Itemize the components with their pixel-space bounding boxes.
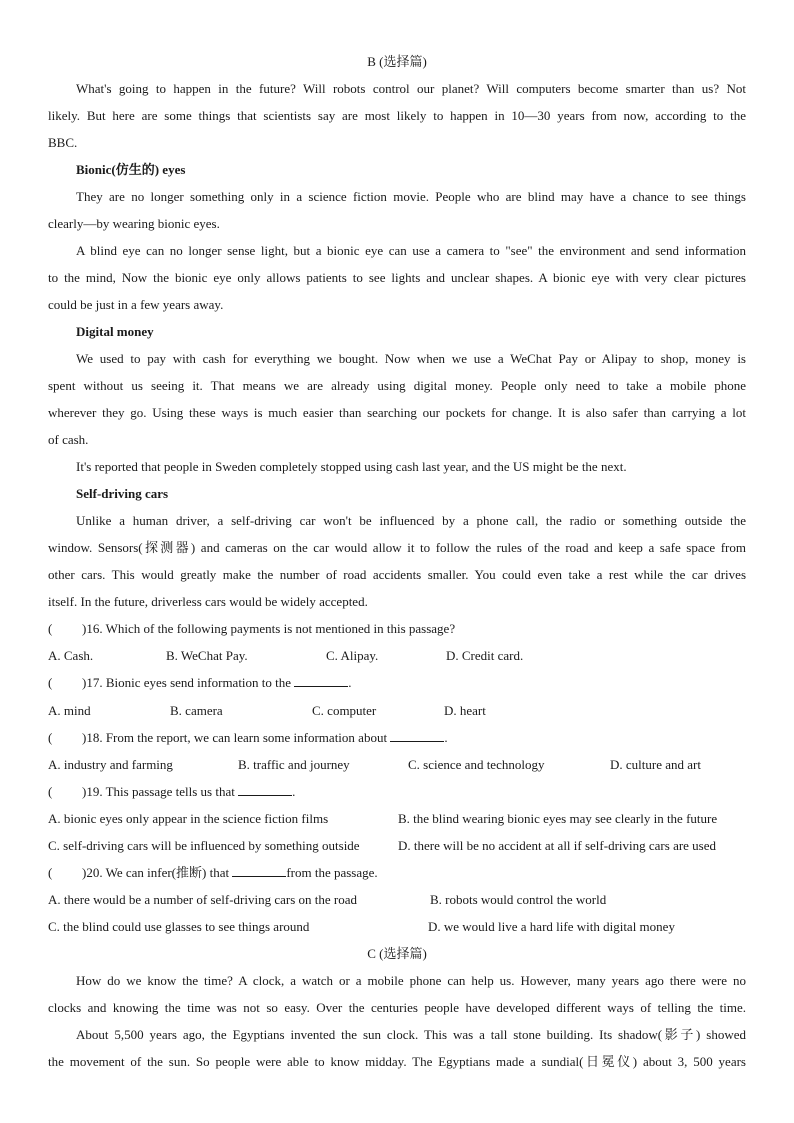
bionic-p2-line-2: to the mind, Now the bionic eye only allows patients to see lights and unclear shapes. A bionic eye with very clear pictures bbox=[48, 270, 746, 285]
section-c-p2-line-1: About 5,500 years ago, the Egyptians invented the sun clock. This was a tall stone building. Its shadow(影子) showed bbox=[76, 1027, 746, 1042]
selfdriving-line-3: other cars. This would greatly make the number of road accidents smaller. You could even take a rest while the car drives bbox=[48, 567, 746, 582]
digital-p1-line-2: spent without us seeing it. That means we are already using digital money. People only need to take a mobile phone bbox=[48, 378, 746, 393]
q20-option-c[interactable]: C. the blind could use glasses to see things around bbox=[48, 919, 310, 934]
answer-blank bbox=[238, 783, 292, 796]
answer-bracket[interactable]: ( bbox=[48, 784, 53, 799]
question-16: ( )16. Which of the following payments is not mentioned in this passage? bbox=[48, 619, 746, 639]
section-c-p1-line-2: clocks and knowing the time was not so easy. Over the centuries people have developed different ways of telling the time. bbox=[48, 1000, 746, 1015]
q16-option-a[interactable]: A. Cash. bbox=[48, 648, 94, 663]
section-c-title: C (选择篇) bbox=[367, 946, 427, 961]
q16-option-b[interactable]: B. WeChat Pay. bbox=[166, 648, 248, 663]
intro-line-1: What's going to happen in the future? Will robots control our planet? Will computers become smarter than us? Not bbox=[76, 81, 746, 96]
question-18: ( )18. From the report, we can learn some information about . bbox=[48, 728, 746, 748]
selfdriving-line-1: Unlike a human driver, a self-driving car won't be influenced by a phone call, the radio or something outside the bbox=[76, 513, 746, 528]
q20-option-a[interactable]: A. there would be a number of self-driving cars on the road bbox=[48, 892, 358, 907]
section-c-p2-line-2: the movement of the sun. So people were able to know midday. The Egyptians made a sundial(日冕仪) about 3, 500 years bbox=[48, 1054, 746, 1069]
section-b-title: B (选择篇) bbox=[367, 54, 427, 69]
q19-option-b[interactable]: B. the blind wearing bionic eyes may see clearly in the future bbox=[398, 811, 718, 826]
selfdriving-heading: Self-driving cars bbox=[76, 486, 169, 501]
q18-option-d[interactable]: D. culture and art bbox=[610, 757, 701, 772]
bionic-heading: Bionic(仿生的) eyes bbox=[76, 162, 186, 177]
selfdriving-line-4: itself. In the future, driverless cars would be widely accepted. bbox=[48, 594, 368, 609]
answer-blank bbox=[232, 864, 286, 877]
digital-p2: It's reported that people in Sweden completely stopped using cash last year, and the US might be the next. bbox=[76, 459, 627, 474]
q17-option-d[interactable]: D. heart bbox=[444, 703, 486, 718]
answer-bracket[interactable]: ( bbox=[48, 865, 53, 880]
digital-p1-line-3: wherever they go. Using these ways is much easier than searching our pockets for change. It is also safer than carrying a lot bbox=[48, 405, 746, 420]
bionic-p2-line-3: could be just in a few years away. bbox=[48, 297, 224, 312]
answer-bracket[interactable]: ( bbox=[48, 730, 53, 745]
q18-option-a[interactable]: A. industry and farming bbox=[48, 757, 173, 772]
q17-option-a[interactable]: A. mind bbox=[48, 703, 91, 718]
digital-p1-line-4: of cash. bbox=[48, 432, 89, 447]
answer-blank bbox=[390, 729, 444, 742]
bionic-p1-line-2: clearly—by wearing bionic eyes. bbox=[48, 216, 220, 231]
q17-option-b[interactable]: B. camera bbox=[170, 703, 223, 718]
q18-option-c[interactable]: C. science and technology bbox=[408, 757, 545, 772]
answer-bracket[interactable]: ( bbox=[48, 621, 53, 636]
question-20: ( )20. We can infer(推断) that from the passage. bbox=[48, 863, 746, 883]
intro-line-2: likely. But here are some things that scientists say are most likely to happen in 10—30 years from now, according to the bbox=[48, 108, 746, 123]
q19-option-d[interactable]: D. there will be no accident at all if self-driving cars are used bbox=[398, 838, 717, 853]
bionic-p1-line-1: They are no longer something only in a science fiction movie. People who are blind may have a chance to see things bbox=[76, 189, 746, 204]
answer-bracket[interactable]: ( bbox=[48, 675, 53, 690]
q20-option-d[interactable]: D. we would live a hard life with digital money bbox=[428, 919, 675, 934]
q20-option-b[interactable]: B. robots would control the world bbox=[430, 892, 607, 907]
digital-heading: Digital money bbox=[76, 324, 154, 339]
intro-line-3: BBC. bbox=[48, 135, 78, 150]
selfdriving-line-2: window. Sensors(探测器) and cameras on the car would allow it to follow the rules of the road and keep a safe space from bbox=[48, 540, 746, 555]
answer-blank bbox=[294, 674, 348, 687]
question-19: ( )19. This passage tells us that . bbox=[48, 782, 746, 802]
bionic-p2-line-1: A blind eye can no longer sense light, but a bionic eye can use a camera to "see" the environment and send information bbox=[76, 243, 746, 258]
q19-option-c[interactable]: C. self-driving cars will be influenced by something outside bbox=[48, 838, 360, 853]
q19-option-a[interactable]: A. bionic eyes only appear in the science fiction films bbox=[48, 811, 329, 826]
q16-option-c[interactable]: C. Alipay. bbox=[326, 648, 379, 663]
q16-option-d[interactable]: D. Credit card. bbox=[446, 648, 524, 663]
section-c-p1-line-1: How do we know the time? A clock, a watch or a mobile phone can help us. However, many years ago there were no bbox=[76, 973, 746, 988]
digital-p1-line-1: We used to pay with cash for everything we bought. Now when we use a WeChat Pay or Alipay to shop, money is bbox=[76, 351, 746, 366]
q17-option-c[interactable]: C. computer bbox=[312, 703, 377, 718]
question-17: ( )17. Bionic eyes send information to the . bbox=[48, 673, 746, 693]
q18-option-b[interactable]: B. traffic and journey bbox=[238, 757, 350, 772]
